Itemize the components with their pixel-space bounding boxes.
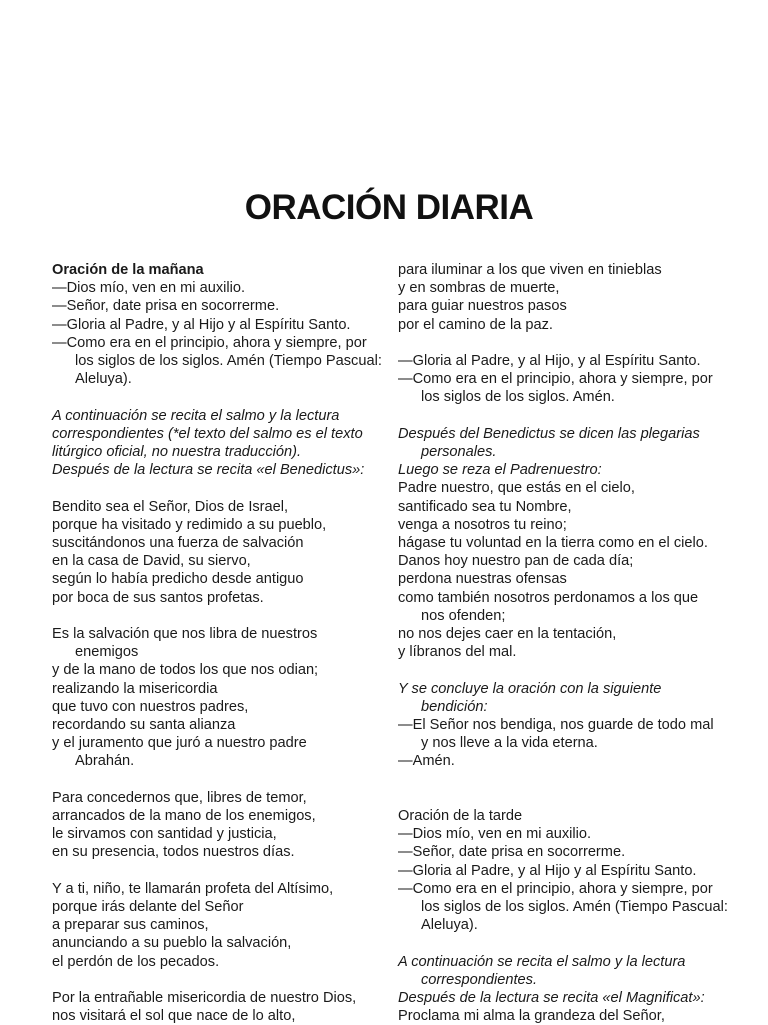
text-line: como también nosotros perdonamos a los que (398, 589, 699, 606)
blank-line (52, 862, 372, 880)
text-line: Aleluya). (75, 371, 132, 388)
text-line: santificado sea tu Nombre, (398, 498, 572, 515)
text-line: —Como era en el principio, ahora y siempre, por (398, 371, 713, 388)
blank-line (398, 934, 748, 952)
text-line: los siglos de los siglos. Amén. (421, 389, 615, 406)
text-line: correspondientes (*el texto del salmo es el texto (52, 425, 363, 442)
text-line: porque irás delante del Señor (52, 899, 244, 916)
text-line: por el camino de la paz. (398, 316, 553, 333)
text-line: a preparar sus caminos, (52, 917, 209, 934)
text-line: Oración de la tarde (398, 808, 523, 825)
text-line: y de la mano de todos los que nos odian; (52, 662, 319, 679)
blank-line (398, 661, 748, 679)
text-line: suscitándonos una fuerza de salvación (52, 535, 304, 552)
text-line: —Señor, date prisa en socorrerme. (398, 844, 626, 861)
text-line: recordando su santa alianza (52, 717, 236, 734)
text-line: y líbranos del mal. (398, 644, 517, 661)
text-line: los siglos de los siglos. Amén (Tiempo Pascual: (421, 899, 728, 916)
text-line: —El Señor nos bendiga, nos guarde de todo mal (398, 717, 714, 734)
text-line: Danos hoy nuestro pan de cada día; (398, 553, 634, 570)
text-line: —Gloria al Padre, y al Hijo y al Espíritu Santo. (398, 862, 697, 879)
text-line: por boca de sus santos profetas. (52, 589, 264, 606)
text-line: en su presencia, todos nuestros días. (52, 844, 295, 861)
text-line: que tuvo con nuestros padres, (52, 698, 249, 715)
left-column (52, 261, 382, 1025)
blank-line (398, 789, 748, 807)
text-line: según lo había predicho desde antiguo (52, 571, 304, 588)
blank-line (398, 334, 748, 352)
text-line: Y a ti, niño, te llamarán profeta del Altísimo, (52, 880, 334, 897)
text-line: Para concedernos que, libres de temor, (52, 789, 307, 806)
text-line: A continuación se recita el salmo y la lectura (52, 407, 340, 424)
text-line: le sirvamos con santidad y justicia, (52, 826, 277, 843)
text-line: —Como era en el principio, ahora y siempre, por (398, 880, 713, 897)
text-line: Padre nuestro, que estás en el cielo, (398, 480, 635, 497)
blank-line (52, 388, 372, 406)
text-line: en la casa de David, su siervo, (52, 553, 251, 570)
text-line: anunciando a su pueblo la salvación, (52, 935, 292, 952)
text-line: Después de la lectura se recita «el Magnificat»: (398, 990, 705, 1007)
text-line: —Gloria al Padre, y al Hijo, y al Espíritu Santo. (398, 353, 701, 369)
text-line: porque ha visitado y redimido a su pueblo, (52, 516, 327, 533)
text-line: —Señor, date prisa en socorrerme. (52, 298, 280, 315)
blank-line (52, 771, 372, 789)
text-line: hágase tu voluntad en la tierra como en el cielo. (398, 535, 708, 552)
text-line: —Dios mío, ven en mi auxilio. (398, 826, 592, 843)
right-column (398, 261, 748, 1025)
text-line: —Como era en el principio, ahora y siempre, por (52, 334, 367, 351)
text-line: Es la salvación que nos libra de nuestros (52, 626, 318, 643)
page-title: ORACIÓN DIARIA (244, 188, 534, 227)
text-line: —Amén. (398, 753, 455, 770)
text-line: litúrgico oficial, no nuestra traducción). (52, 444, 302, 461)
text-line: perdona nuestras ofensas (398, 571, 567, 588)
text-line: el perdón de los pecados. (52, 953, 220, 970)
text-line: nos ofenden; (421, 607, 506, 624)
text-line: y en sombras de muerte, (398, 280, 560, 297)
blank-line (398, 407, 748, 425)
text-line: correspondientes. (421, 971, 538, 988)
blank-line (52, 971, 372, 989)
text-line: Proclama mi alma la grandeza del Señor, (398, 1008, 665, 1025)
text-line: Y se concluye la oración con la siguiente (398, 680, 662, 697)
text-line: realizando la misericordia (52, 680, 218, 697)
text-line: Oración de la mañana (52, 262, 204, 278)
text-line: Aleluya). (421, 917, 478, 934)
text-line: Bendito sea el Señor, Dios de Israel, (52, 498, 289, 515)
text-line: enemigos (75, 644, 139, 661)
text-line: Después del Benedictus se dicen las plegarias (398, 425, 700, 442)
blank-line (52, 607, 372, 625)
text-line: para guiar nuestros pasos (398, 298, 567, 315)
text-line: para iluminar a los que viven en tinieblas (398, 262, 662, 278)
text-line: nos visitará el sol que nace de lo alto, (52, 1008, 296, 1025)
text-line: Después de la lectura se recita «el Benedictus»: (52, 462, 365, 479)
text-line: y nos lleve a la vida eterna. (421, 735, 598, 752)
text-line: A continuación se recita el salmo y la lectura (398, 953, 686, 970)
text-line: —Dios mío, ven en mi auxilio. (52, 280, 246, 297)
text-line: y el juramento que juró a nuestro padre (52, 735, 307, 752)
text-line: los siglos de los siglos. Amén (Tiempo Pascual: (75, 353, 382, 370)
text-line: —Gloria al Padre, y al Hijo y al Espíritu Santo. (52, 316, 351, 333)
text-line: arrancados de la mano de los enemigos, (52, 808, 316, 825)
text-line: bendición: (421, 698, 488, 715)
text-line: no nos dejes caer en la tentación, (398, 626, 617, 643)
text-line: Abrahán. (75, 753, 135, 770)
text-line: venga a nosotros tu reino; (398, 516, 567, 533)
blank-line (398, 771, 748, 789)
text-line: Por la entrañable misericordia de nuestro Dios, (52, 990, 357, 1007)
text-line: Luego se reza el Padrenuestro: (398, 462, 602, 479)
text-line: personales. (421, 444, 497, 460)
blank-line (52, 479, 372, 497)
